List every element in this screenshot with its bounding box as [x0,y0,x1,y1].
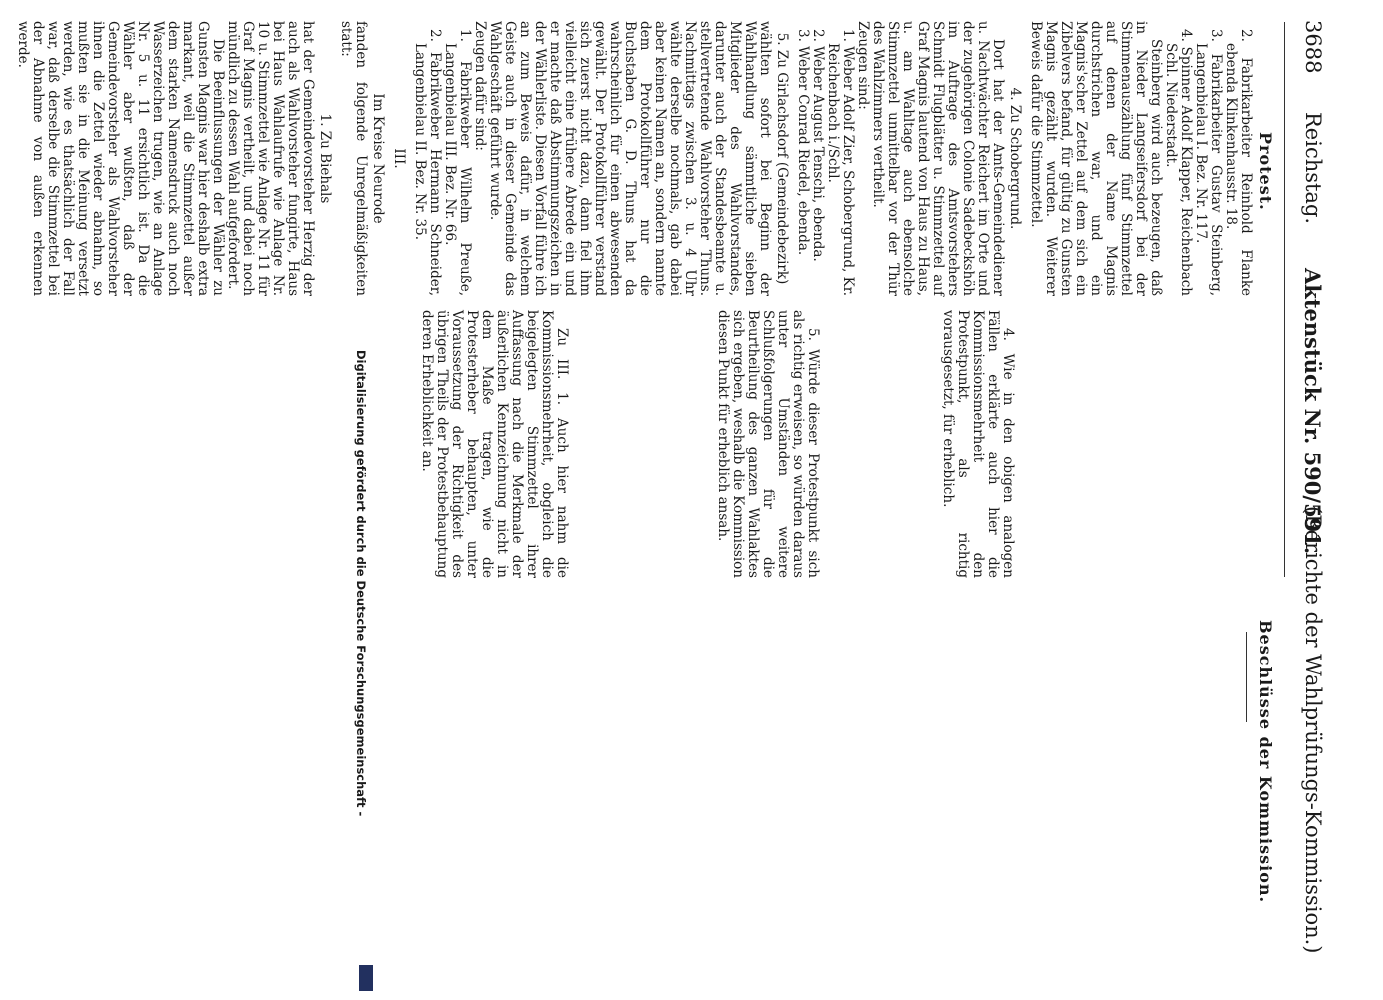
dfg-logo [359,965,373,991]
page-number: 3688 [1301,20,1325,74]
page-header [1285,20,1325,980]
protest-column [15,21,1253,296]
paragraph: III. [391,148,407,169]
paragraph: 4. Spinner Adolf Klapper, Reichenbach Schl. Niederstadt. [1163,29,1194,296]
paragraph: Im Kreise Neurode [370,93,386,224]
paragraph: Die Beeinflussungen der Wähler zu Gunsten Magnis war hier deshalb extra markant, weil die Stimmzettel außer dem starken Namensdruck auch noch Wasserzeichen trugen, wie an Anlage Nr. 5 u. 11 ersichtlich ist. Da die Wähler aber wußten, daß der Gemeindevorsteher als Wahlvorsteher ihnen die Zettel wieder abnahm, so mußten sie in die Meinung versetzt werden, wie es thatsächlich der Fall war, daß derselbe die Stimmzettel bei der Abnahme von außen erkennen werde. [15,21,226,296]
paragraph: 2. Weber August Tenschi, ebenda. [810,29,826,262]
chamber-name: Reichstag. [1301,112,1325,225]
paragraph: 1. Fabrikweber Wilhelm Preuße, Langenbielau III. Bez. Nr. 66. [442,29,473,296]
paragraph: 3. Weber Conrad Riedel, ebenda. [795,29,811,256]
paragraph: 5. Würde dieser Protestpunkt sich als richtig erweisen, so würden daraus unter Umständen weitere Schlußfolgerungen für die Beurtheilung des ganzen Wahlaktes sich ergeben, weshalb die Kommission diesen Punkt für erheblich ansah. [715,310,821,578]
report-title: (Berichte der Wahlprüfungs-Kommission.) [1301,506,1325,954]
protest-heading: Protest. [1256,132,1275,211]
paragraph: Zu III. 1. Auch hier nahm die Kommissionsmehrheit, obgleich die beigelegten Stimmzettel ihrer Auffassung nach die Merkmale der äußerlichen Kennzeichnung nicht in dem Maße tragen, wie die Protesterheber behaupten, unter Voraussetzung der Richtigkeit des übrigen Theils der Protestbehauptung deren Erheblichkeit an. [419,310,570,578]
paragraph: 3. Fabrikarbeiter Gustav Steinberg, Langenbielau I. Bez. Nr. 117. [1193,29,1224,296]
paragraph: hat der Gemeindevorsteher Herzig der auch als Wahlvorsteher fungirte, Haus bei Haus Wahlaufrufe wie Anlage Nr. 10 u. Stimmzettel wie Anlage Nr. 11 für Graf Magnis vertheilt, und dabei noch mündlich zu dessen Wahl aufgefordert. [225,21,316,296]
paragraph: 1. Weber Adolf Zier, Schobergrund, Kr. Reichenbach i./Schl. [825,29,856,296]
document-number: Aktenstück Nr. 590/591. [1300,268,1325,555]
paragraph: 1. Zu Biehals [317,113,333,204]
paragraph: Zeugen dafür sind: [472,21,488,151]
commission-heading: Beschlüsse der Kommission. [1256,620,1275,904]
paragraph: 4. Wie in den obigen analogen Fällen erklärte auch hier die Kommissionsmehrheit den Protestpunkt, als richtig vorausgesetzt, für erheblich. [940,310,1016,578]
commission-column [419,310,1243,578]
paragraph: 2. Fabrikweber Hermann Schneider, Langenbielau II. Bez. Nr. 35. [412,29,443,296]
funding-note: Digitalisierung gefördert durch die Deutsche Forschungsgemeinschaft - [354,350,368,817]
header-divider [1284,22,1285,577]
paragraph: Steinberg wird auch bezeugen, daß in Nieder Langseifersdorf bei der Stimmenauszählung fünf Stimmzettel auf denen der Name Magnis durchstrichen war, und ein Magnis'scher Zettel auf dem sich ein Zibelvers befand, für gültig zu Gunsten Magnis gezählt wurden. Weiterer Beweis dafür die Stimmzettel. [1028,21,1164,296]
paragraph: Dort hat der Amts-Gemeindediener u. Nachtwächter Reichert im Orte und der zugehörigen Colonie Sadebeckshöh im Auftrage des Amtsvorstehers Schmidt Flugblätter u. Stimmzettel auf Graf Magnis lautend von Haus zu Haus, u. am Wahltage auch ebensolche Stimmzettel unmittelbar vor der Thür des Wahlzimmers vertheilt. [870,21,1006,296]
paragraph: wählten sofort bei Beginn der Wahlhandlung sämmtliche sieben Mitglieder des Wahlvorstandes, darunter auch der Standesbeamte u. stellvertretende Wahlvorsteher Thuns. Nachmittags zwischen 3. u. 4 Uhr wählte derselbe nochmals, gab dabei aber keinen Namen an, sondern nannte dem Protokollführer nur die Buchstaben G. D. Thuns hat da wahrscheinlich für einen abwesenden gewählt. Der Protokollführer verstand sich zuerst nicht dazu, dann fiel ihm vielleicht eine frühere Abrede ein und er machte daß Abstimmungszeichen in der Wählerliste. Diesen Vorfall führe ich an zum Beweis dafür, in welchem Geiste auch in dieser Gemeinde das Wahlgeschäft geführt wurde. [487,21,773,296]
paragraph: fanden folgende Unregelmäßigkeiten statt: [338,21,369,296]
paragraph: 2. Fabrikarbeiter Reinhold Flanke ebenda Klinkenhausstr. 18. [1223,29,1254,296]
paragraph: 5. Zu Girlachsdorf (Gemeindebezirk) [774,32,790,285]
commission-heading-rule [1246,632,1247,722]
paragraph: 4. Zu Schobergrund. [1007,87,1023,230]
paragraph: Zeugen sind: [855,21,871,110]
